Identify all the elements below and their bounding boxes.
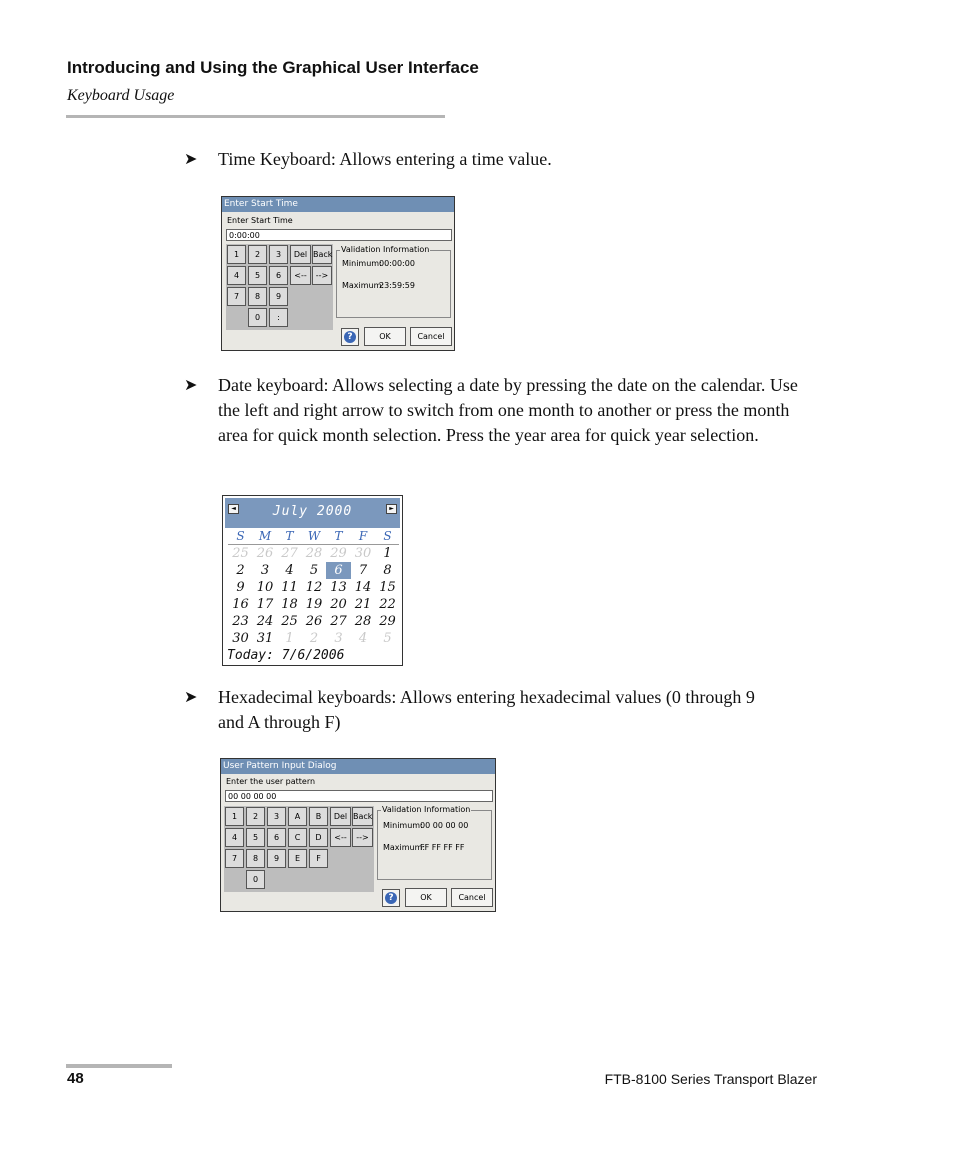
calendar-day[interactable]: 10 [256,580,274,595]
keypad [224,806,374,892]
footer-divider [66,1064,172,1068]
ok-button[interactable]: OK [364,327,406,346]
calendar-day[interactable]: 3 [334,631,343,646]
calendar-day[interactable]: 18 [281,597,298,612]
key-0[interactable]: 0 [248,308,267,327]
next-month-icon[interactable]: ► [386,504,397,514]
calendar-day[interactable]: 4 [358,631,368,646]
key-3[interactable]: 3 [269,245,288,264]
calendar-day[interactable]: 9 [236,580,245,595]
calendar-day[interactable]: 27 [330,614,347,629]
header-divider [66,115,445,118]
chapter-title: Introducing and Using the Graphical User Interface [67,58,479,77]
key-colon[interactable]: : [269,308,288,327]
validation-title: Validation Information [341,245,430,254]
min-label: Minimum: [383,821,423,830]
weekday-label: S [383,529,392,543]
document-title: FTB-8100 Series Transport Blazer [604,1071,817,1087]
key-6[interactable]: 6 [267,828,286,847]
calendar-day[interactable]: 1 [285,631,294,646]
calendar-day[interactable]: 22 [379,597,396,612]
key-d[interactable]: D [309,828,328,847]
calendar-day[interactable]: 20 [330,597,347,612]
calendar-day[interactable]: 2 [309,631,319,646]
min-label: Minimum: [342,259,382,268]
weekday-label: F [358,529,368,543]
calendar-day[interactable]: 30 [232,631,249,646]
weekday-label: M [258,529,272,543]
calendar-day[interactable]: 25 [281,614,298,629]
calendar-day[interactable]: 19 [305,597,323,612]
calendar-day[interactable]: 7 [358,563,368,578]
key-9[interactable]: 9 [269,287,288,306]
bullet-arrow-icon: ➤ [184,151,198,168]
key-1[interactable]: 1 [227,245,246,264]
calendar-day[interactable]: 5 [383,631,392,646]
help-button[interactable] [341,328,359,346]
today-label[interactable]: Today: 7/6/2006 [227,648,345,663]
bullet-arrow-icon: ➤ [184,689,198,706]
cancel-button[interactable]: Cancel [451,888,493,907]
calendar-day[interactable]: 3 [260,563,270,578]
min-value: 00:00:00 [379,259,415,268]
bullet-text: Time Keyboard: Allows entering a time value. [218,149,552,169]
keypad [226,244,333,330]
key-del[interactable]: Del [330,807,351,826]
help-button[interactable] [382,889,400,907]
key-4[interactable]: 4 [227,266,246,285]
bullet-hex-keyboard [184,685,804,737]
calendar-day[interactable]: 13 [330,580,347,595]
calendar-day[interactable]: 24 [256,614,274,629]
key-6[interactable]: 6 [269,266,288,285]
key-5[interactable]: 5 [248,266,267,285]
bullet-date-keyboard [184,373,804,473]
key-1[interactable]: 1 [225,807,244,826]
dialog-title: User Pattern Input Dialog [221,759,495,774]
ok-button[interactable]: OK [405,888,447,907]
calendar-day[interactable]: 17 [256,597,274,612]
hex-input[interactable]: 00 00 00 00 [225,790,493,802]
bullet-text: Hexadecimal keyboards: Allows entering hexadecimal values (0 through 9 and A through F) [218,687,755,732]
validation-group [377,805,492,880]
calendar-day[interactable]: 15 [379,580,396,595]
section-subtitle: Keyboard Usage [67,87,175,104]
key-2[interactable]: 2 [246,807,265,826]
max-label: Maximum: [342,281,385,290]
calendar-day[interactable]: 27 [281,546,298,561]
calendar-day[interactable]: 25 [232,546,249,561]
key-4[interactable]: 4 [225,828,244,847]
key-8[interactable]: 8 [246,849,265,868]
calendar-day[interactable]: 6 [326,562,351,579]
weekday-label: T [285,529,294,543]
calendar-header [225,498,400,528]
calendar-day[interactable]: 14 [354,580,372,595]
validation-title: Validation Information [382,805,471,814]
calendar-day[interactable]: 16 [232,597,249,612]
calendar-day[interactable]: 5 [309,563,319,578]
key-left[interactable]: <-- [330,828,351,847]
calendar-day[interactable]: 31 [256,631,274,646]
key-e[interactable]: E [288,849,307,868]
key-del[interactable]: Del [290,245,311,264]
key-f[interactable]: F [309,849,328,868]
key-5[interactable]: 5 [246,828,265,847]
weekday-label: T [334,529,343,543]
calendar-day[interactable]: 4 [285,563,294,578]
bullet-text: Date keyboard: Allows selecting a date by pressing the date on the calendar. Use the left and right arrow to switch from one month to another or press the month area for quick month selection. Press the year area for quick year selection. [218,375,798,445]
month-year-label[interactable]: July 2000 [272,504,353,519]
calendar-day[interactable]: 26 [256,546,274,561]
calendar-day[interactable]: 28 [354,614,372,629]
key-c[interactable]: C [288,828,307,847]
key-right[interactable]: --> [312,266,332,285]
hex-keyboard-dialog [220,758,496,912]
calendar-day[interactable]: 1 [383,546,392,561]
help-icon: ? [344,331,356,343]
calendar-day[interactable]: 2 [236,563,245,578]
key-2[interactable]: 2 [248,245,267,264]
key-7[interactable]: 7 [225,849,244,868]
weekday-label: W [307,529,321,543]
weekday-label: S [236,529,245,543]
max-value: FF FF FF FF [420,843,465,852]
key-right[interactable]: --> [352,828,373,847]
calendar-day[interactable]: 21 [354,597,372,612]
bullet-arrow-icon: ➤ [184,377,198,394]
key-back[interactable]: Back [352,807,373,826]
min-value: 00 00 00 00 [420,821,469,830]
date-calendar [222,495,403,666]
max-label: Maximum: [383,843,426,852]
calendar-day[interactable]: 26 [305,614,323,629]
help-icon: ? [385,892,397,904]
key-7[interactable]: 7 [227,287,246,306]
key-back[interactable]: Back [312,245,332,264]
key-0[interactable]: 0 [246,870,265,889]
calendar-day[interactable]: 11 [281,580,298,595]
page-number: 48 [67,1070,84,1087]
calendar-day[interactable]: 29 [379,614,396,629]
calendar-day[interactable]: 30 [354,546,372,561]
dialog-title: Enter Start Time [222,197,454,212]
key-left[interactable]: <-- [290,266,311,285]
time-keyboard-dialog [221,196,455,351]
key-9[interactable]: 9 [267,849,286,868]
time-input[interactable]: 0:00:00 [226,229,452,241]
key-8[interactable]: 8 [248,287,267,306]
dialog-prompt: Enter the user pattern [226,777,316,786]
validation-group [336,245,451,318]
key-3[interactable]: 3 [267,807,286,826]
calendar-day[interactable]: 28 [305,546,323,561]
calendar-day[interactable]: 8 [383,563,392,578]
key-a[interactable]: A [288,807,307,826]
cancel-button[interactable]: Cancel [410,327,452,346]
dialog-prompt: Enter Start Time [227,216,293,225]
max-value: 23:59:59 [379,281,415,290]
calendar-day[interactable]: 29 [330,546,347,561]
calendar-day[interactable]: 12 [305,580,323,595]
calendar-day[interactable]: 23 [232,614,249,629]
prev-month-icon[interactable]: ◄ [228,504,239,514]
key-b[interactable]: B [309,807,328,826]
